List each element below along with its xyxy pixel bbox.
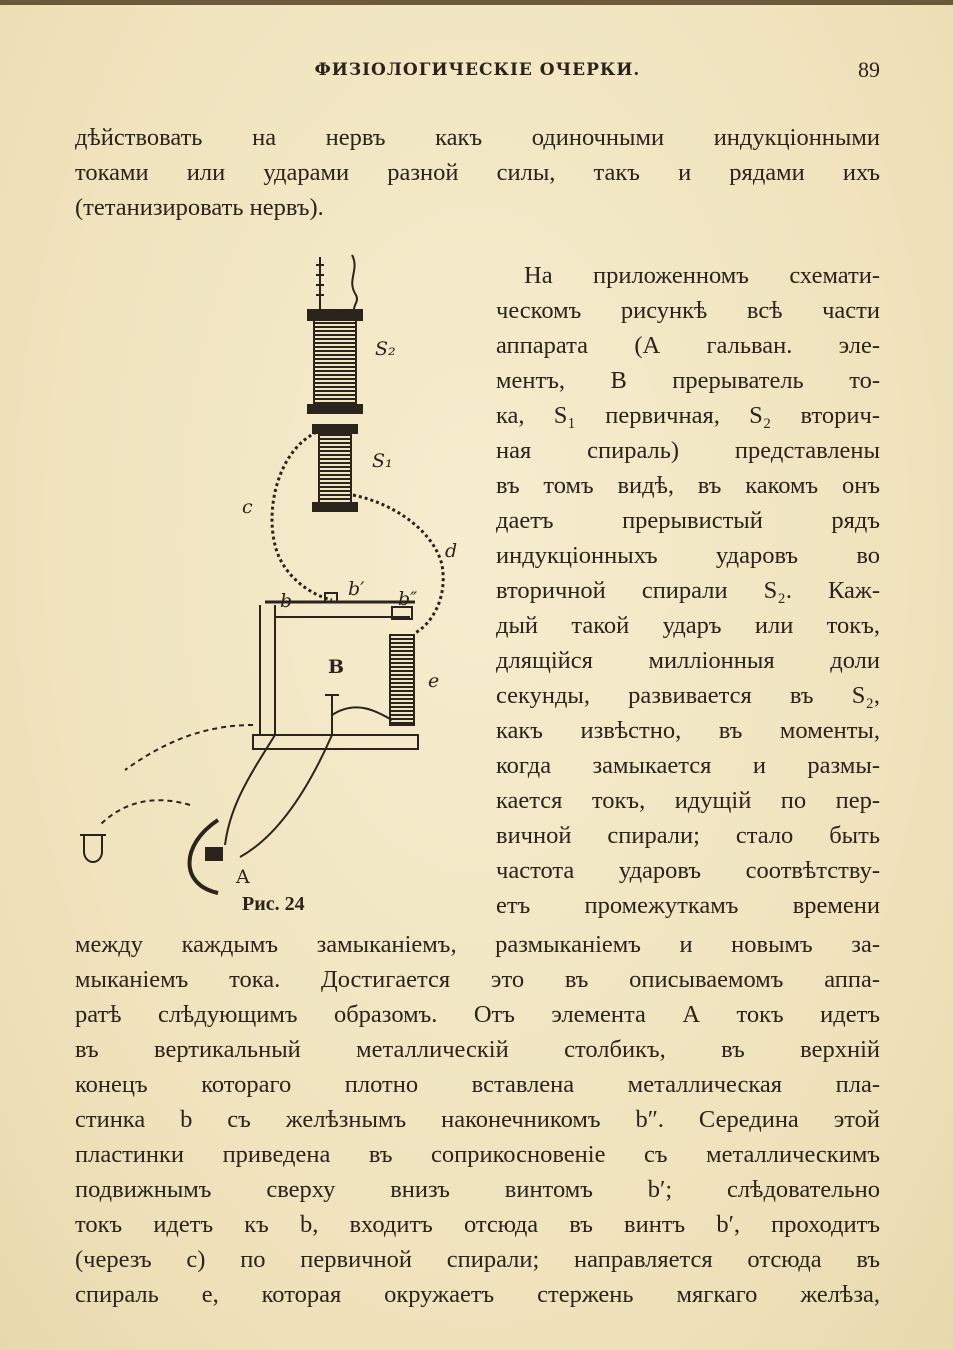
text-line: стинка b съ желѣзнымъ наконечникомъ b″. Середина этой xyxy=(75,1106,880,1133)
text-line: индукціонныхъ ударовъ во xyxy=(496,542,880,569)
text-line: пластинки приведена въ соприкосновеніе съ металлическимъ xyxy=(75,1141,880,1168)
text-line: дый такой ударъ или токъ, xyxy=(496,612,880,639)
intro-paragraph xyxy=(75,120,880,225)
induction-apparatus-diagram xyxy=(70,245,480,925)
bottom-paragraph xyxy=(75,927,880,1312)
text-line: ная спираль) представлены xyxy=(496,437,880,464)
text-line: даетъ прерывистый рядъ xyxy=(496,507,880,534)
terminal-wire-right xyxy=(352,255,357,313)
s2-coil-bottom-flange xyxy=(308,405,362,413)
label-s1: S₁ xyxy=(372,450,393,472)
label-d: d xyxy=(445,540,458,562)
label-b-double: b″ xyxy=(398,588,418,610)
electrode-tip xyxy=(84,835,102,862)
wire-to-cell-1 xyxy=(225,735,275,845)
label-A: A xyxy=(236,866,250,888)
hammer-arm xyxy=(332,707,392,720)
text-line: мыканіемъ тока. Достигается это въ описываемомъ аппа- xyxy=(75,966,880,993)
text-line: аппарата (А гальван. эле- xyxy=(496,332,880,359)
text-line: токъ идетъ къ b, входитъ отсюда въ винтъ b′, проходитъ xyxy=(75,1211,880,1238)
text-line: вичной спирали; стало быть xyxy=(496,822,880,849)
text-line: секунды, развивается въ S₂, xyxy=(496,682,880,709)
metal-post xyxy=(260,605,275,735)
text-line: какъ извѣстно, въ моменты, xyxy=(496,717,880,744)
s1-coil-body xyxy=(319,433,351,503)
s2-coil-body xyxy=(314,320,356,405)
running-title: ФИЗІОЛОГИЧЕСКІЕ ОЧЕРКИ. xyxy=(314,60,641,80)
text-line: подвижнымъ сверху внизъ винтомъ b′; слѣдовательно xyxy=(75,1176,880,1203)
text-line: (черезъ c) по первичной спирали; направляется отсюда въ xyxy=(75,1246,880,1273)
cell-a-electrode xyxy=(206,848,222,860)
dashed-wire-2 xyxy=(100,800,190,825)
text-line: между каждымъ замыканіемъ, размыканіемъ и новымъ за- xyxy=(75,931,880,958)
page-number: 89 xyxy=(858,57,880,82)
right-column-paragraph xyxy=(496,258,880,923)
text-line: въ вертикальный металлическій столбикъ, въ верхній xyxy=(75,1036,880,1063)
label-b-prime: b′ xyxy=(348,578,365,600)
text-line: частота ударовъ соотвѣтству- xyxy=(496,857,880,884)
text-line: конецъ котораго плотно вставлена металлическая пла- xyxy=(75,1071,880,1098)
text-line: ческомъ рисункѣ всѣ части xyxy=(496,297,880,324)
text-line: етъ промежуткамъ времени xyxy=(496,892,880,919)
page-top-edge xyxy=(0,0,953,5)
wire-to-cell-2 xyxy=(240,735,332,857)
text-line: токами или ударами разной силы, такъ и рядами ихъ xyxy=(75,159,880,186)
dashed-wire-1 xyxy=(125,725,253,770)
text-line: На приложенномъ схемати- xyxy=(524,262,880,289)
text-line: кается токъ, идущій по пер- xyxy=(496,787,880,814)
text-line: ментъ, В прерыватель то- xyxy=(496,367,880,394)
s1-coil-bottom-flange xyxy=(313,503,357,511)
label-e: e xyxy=(428,670,440,692)
text-line: когда замыкается и размы- xyxy=(496,752,880,779)
page-header xyxy=(75,57,880,90)
figure-caption: Рис. 24 xyxy=(242,893,305,915)
label-B: B xyxy=(328,656,345,678)
label-s2: S₂ xyxy=(375,338,396,360)
label-c: c xyxy=(242,496,253,518)
text-line: спираль е, которая окружаетъ стержень мягкаго желѣза, xyxy=(75,1281,880,1308)
text-line: вторичной спирали S₂. Каж- xyxy=(496,577,880,604)
text-line: ка, S₁ первичная, S₂ вторич- xyxy=(496,402,880,429)
s2-coil-top-flange xyxy=(308,310,362,320)
text-line: дѣйствовать на нервъ какъ одиночными индукціонными xyxy=(75,124,880,151)
label-b: b xyxy=(280,590,293,612)
text-line: ратѣ слѣдующимъ образомъ. Отъ элемента А токъ идетъ xyxy=(75,1001,880,1028)
text-line: длящійся милліонныя доли xyxy=(496,647,880,674)
text-line: въ томъ видѣ, въ какомъ онъ xyxy=(496,472,880,499)
coil-e xyxy=(390,635,414,725)
apparatus-base xyxy=(253,735,418,749)
apparatus-figure xyxy=(70,245,480,925)
wire-d xyxy=(353,495,443,633)
text-line: (тетанизировать нервъ). xyxy=(75,194,324,221)
